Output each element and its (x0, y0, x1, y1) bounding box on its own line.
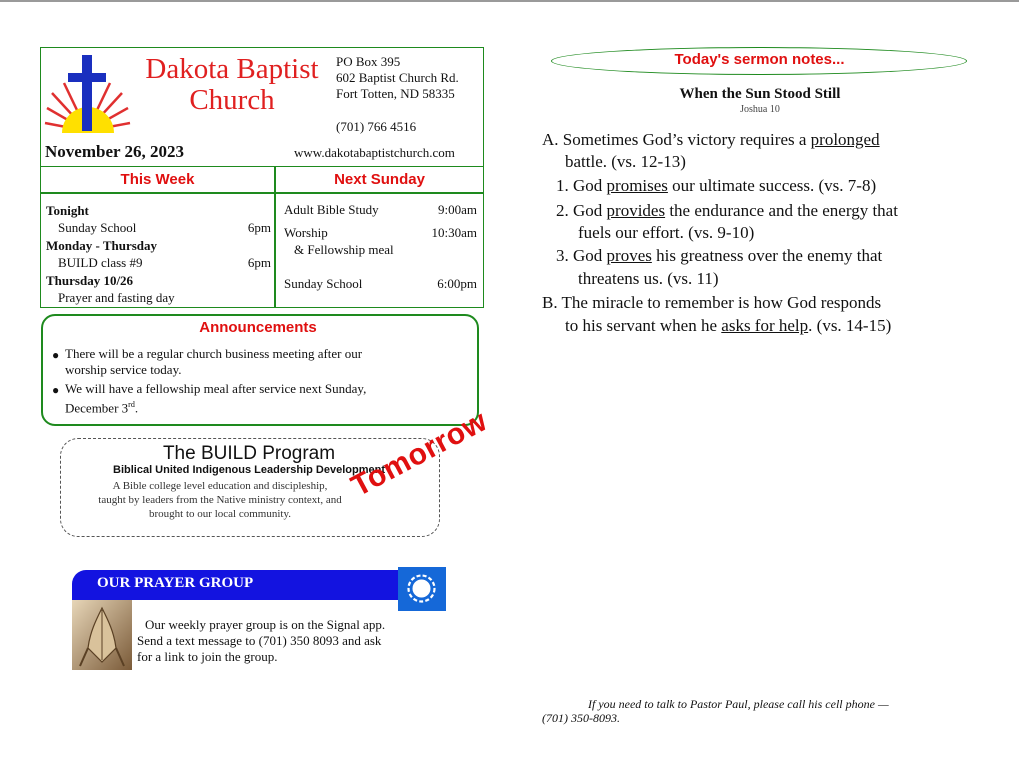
church-address (336, 54, 459, 102)
this-week-line: Tonight (46, 203, 89, 218)
signal-icon (405, 572, 438, 605)
sermon-title: When the Sun Stood Still (679, 86, 841, 102)
announcement-line: December 3rd. (65, 400, 139, 416)
next-sunday-time: 10:30am (431, 225, 477, 240)
build-description (70, 479, 370, 521)
next-sunday-time: 9:00am (438, 202, 477, 217)
bulletin-date: November 26, 2023 (45, 142, 184, 161)
next-sunday-item: Worship (284, 225, 328, 240)
address-line1: PO Box 395 (336, 54, 401, 69)
prayer-line: Send a text message to (701) 350 8093 and ask (137, 633, 382, 648)
outline-point-1: 1. God promises our ultimate success. (vs. 7-8) (556, 176, 877, 195)
this-week-line: Prayer and fasting day (58, 290, 175, 305)
bullet-icon: ● (52, 348, 60, 362)
next-sunday-time: 6:00pm (437, 276, 477, 291)
prayer-group-text (137, 617, 442, 665)
schedule-box (40, 166, 484, 308)
outline-point-b-cont: to his servant when he asks for help. (vs. 14-15) (565, 316, 892, 335)
pastor-note-line: If you need to talk to Pastor Paul, please call his cell phone — (588, 697, 889, 711)
sermon-notes-header: Today's sermon notes... (674, 51, 845, 68)
outline-point-3: 3. God proves his greatness over the enemy that (556, 246, 883, 265)
this-week-line: BUILD class #9 (58, 255, 143, 270)
address-line2: 602 Baptist Church Rd. (336, 70, 459, 85)
build-desc-line: brought to our local community. (149, 508, 291, 520)
outline-point-2: 2. God provides the endurance and the energy that (556, 201, 898, 220)
church-website[interactable]: www.dakotabaptistchurch.com (294, 145, 455, 160)
church-name-line2: Church (189, 84, 275, 116)
prayer-group-title: OUR PRAYER GROUP (97, 575, 254, 591)
prayer-line: for a link to join the group. (137, 649, 278, 664)
announcement-item (65, 381, 366, 416)
praying-hands-image (72, 600, 132, 670)
church-name (132, 54, 332, 116)
build-title: The BUILD Program (162, 443, 336, 464)
next-sunday-title: Next Sunday (334, 171, 425, 188)
this-week-title: This Week (120, 171, 195, 188)
outline-point-2-cont: fuels our effort. (vs. 9-10) (578, 223, 755, 242)
build-desc-line: A Bible college level education and discipleship, (112, 480, 328, 492)
announcements-title: Announcements (199, 319, 317, 336)
this-week-line: Sunday School (58, 220, 137, 235)
announcement-line: We will have a fellowship meal after service next Sunday, (65, 381, 367, 396)
build-desc-line: taught by leaders from the Native ministry context, and (98, 494, 342, 506)
address-line3: Fort Totten, ND 58335 (336, 86, 455, 101)
announcement-line: worship service today. (65, 362, 182, 377)
build-subtitle: Biblical United Indigenous Leadership Development (113, 464, 385, 476)
church-name-line1: Dakota Baptist (145, 53, 319, 85)
outline-point-b: B. The miracle to remember is how God responds (542, 293, 882, 312)
tomorrow-stamp: Tomorrow (346, 404, 493, 504)
prayer-line: Our weekly prayer group is on the Signal app. (145, 617, 386, 632)
top-border (0, 0, 1019, 2)
next-sunday-item: & Fellowship meal (294, 242, 394, 257)
bullet-icon: ● (52, 383, 60, 397)
next-sunday-item: Adult Bible Study (284, 202, 379, 217)
sermon-reference: Joshua 10 (740, 104, 780, 115)
this-week-time: 6pm (247, 255, 271, 270)
next-sunday-item: Sunday School (284, 276, 363, 291)
this-week-line: Thursday 10/26 (46, 273, 134, 288)
cross-sunrise-icon (42, 53, 132, 135)
announcement-item (65, 346, 362, 378)
church-phone: (701) 766 4516 (336, 119, 417, 134)
announcement-line: There will be a regular church business meeting after our (65, 346, 363, 361)
schedule-header-line (41, 192, 483, 194)
pastor-note-line: (701) 350-8093. (542, 711, 620, 725)
this-week-time: 6pm (247, 220, 271, 235)
outline-point-3-cont: threatens us. (vs. 11) (578, 269, 719, 288)
outline-point-a: A. Sometimes God’s victory requires a prolonged (542, 130, 880, 149)
this-week-line: Monday - Thursday (46, 238, 158, 253)
schedule-divider (274, 167, 276, 307)
pastor-contact-note (542, 697, 972, 725)
outline-point-a-cont: battle. (vs. 12-13) (565, 152, 686, 171)
